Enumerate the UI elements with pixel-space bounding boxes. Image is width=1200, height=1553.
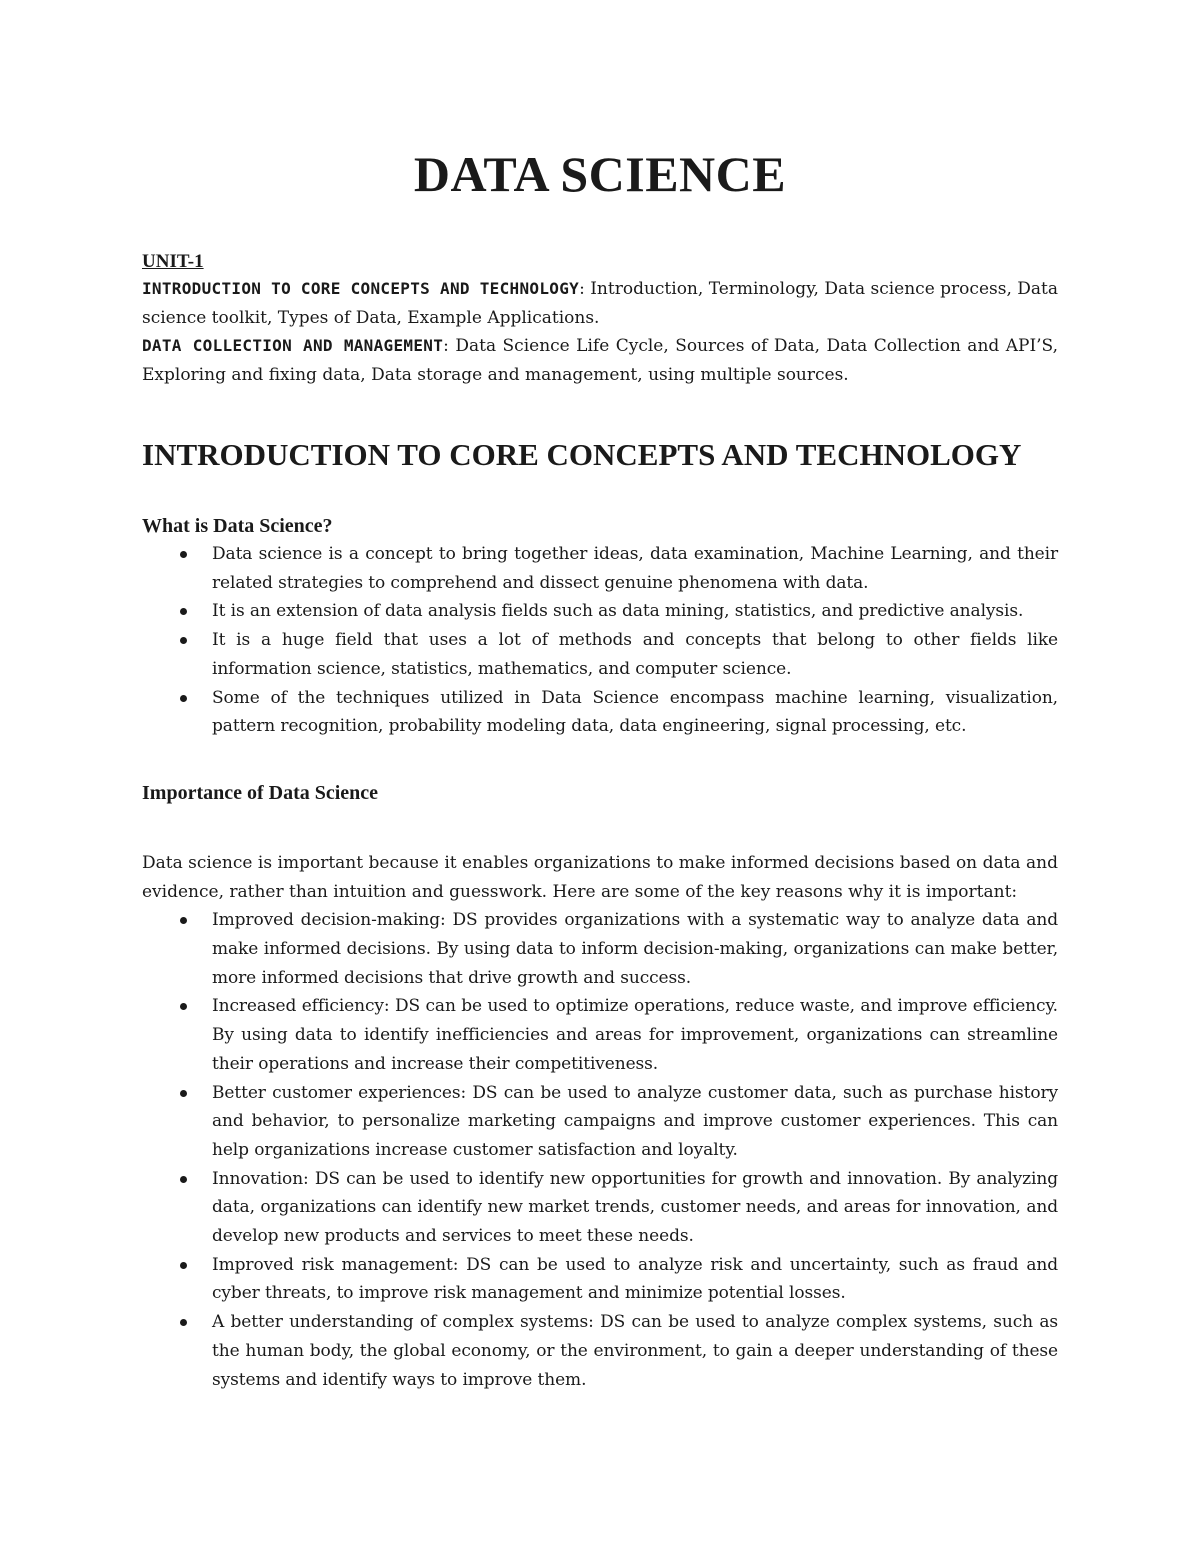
- bullet-icon: [180, 637, 187, 644]
- bullet-icon: [180, 1319, 187, 1326]
- syllabus-item-lead: DATA COLLECTION AND MANAGEMENT: [142, 336, 444, 355]
- list-item: [212, 1165, 1058, 1251]
- list-item-text: Innovation: DS can be used to identify new opportunities for growth and innovation. By analyzing data, organizations can identify new market trends, customer needs, and areas for innovation, and develop new products and services to meet these needs.: [212, 1168, 1058, 1247]
- syllabus: [142, 275, 1058, 389]
- importance-list: [142, 906, 1058, 1394]
- list-item-text: Better customer experiences: DS can be used to analyze customer data, such as purchase history and behavior, to personalize marketing campaigns and improve customer experiences. This can help organizations increase customer satisfaction and loyalty.: [212, 1082, 1058, 1160]
- list-item: [212, 906, 1058, 992]
- list-item: [212, 1308, 1058, 1394]
- what-is-list: [142, 540, 1058, 741]
- list-item-text: Some of the techniques utilized in Data Science encompass machine learning, visualization, pattern recognition, probability modeling data, data engineering, signal processing, etc.: [212, 687, 1058, 737]
- list-item: [212, 626, 1058, 683]
- list-item-text: It is an extension of data analysis fields such as data mining, statistics, and predictive analysis.: [212, 601, 1024, 622]
- bullet-icon: [180, 551, 187, 558]
- list-item: [212, 597, 1058, 626]
- bullet-icon: [180, 695, 187, 702]
- bullet-icon: [180, 1003, 187, 1010]
- list-item: [212, 684, 1058, 741]
- syllabus-item: [142, 275, 1058, 332]
- list-item: [212, 540, 1058, 597]
- list-item: [212, 992, 1058, 1078]
- bullet-icon: [180, 1176, 187, 1183]
- bullet-icon: [180, 1262, 187, 1269]
- bullet-icon: [180, 608, 187, 615]
- importance-intro: Data science is important because it enables organizations to make informed decisions based on data and evidence, rather than intuition and guesswork. Here are some of the key reasons why it is important:: [142, 852, 1058, 902]
- importance-heading: Importance of Data Science: [142, 781, 379, 804]
- bullet-icon: [180, 917, 187, 924]
- bullet-icon: [180, 1090, 187, 1097]
- document-title: DATA SCIENCE: [413, 146, 787, 202]
- list-item-text: A better understanding of complex systems: DS can be used to analyze complex systems, such as the human body, the global economy, or the environment, to gain a deeper understanding of these systems and identify ways to improve them.: [212, 1312, 1058, 1390]
- syllabus-item-text: : Introduction, Terminology, Data science process, Data science toolkit, Types of Data, Example Applications.: [142, 279, 1058, 328]
- syllabus-item: [142, 332, 1058, 389]
- unit-label: UNIT-1: [142, 251, 204, 272]
- list-item: [212, 1251, 1058, 1308]
- syllabus-item-text: : Data Science Life Cycle, Sources of Data, Data Collection and API’S, Exploring and fixing data, Data storage and management, using multiple sources.: [142, 336, 1059, 385]
- list-item-text: Data science is a concept to bring together ideas, data examination, Machine Learning, and their related strategies to comprehend and dissect genuine phenomena with data.: [212, 544, 1058, 593]
- section-title: INTRODUCTION TO CORE CONCEPTS AND TECHNOLOGY: [142, 437, 1022, 472]
- list-item-text: Improved decision-making: DS provides organizations with a systematic way to analyze data and make informed decisions. By using data to inform decision-making, organizations can make better, more informed decisions that drive growth and success.: [212, 910, 1058, 988]
- list-item-text: Increased efficiency: DS can be used to optimize operations, reduce waste, and improve efficiency. By using data to identify inefficiencies and areas for improvement, organizations can streamline their operations and increase their competitiveness.: [212, 996, 1058, 1074]
- what-is-heading: What is Data Science?: [142, 515, 333, 537]
- syllabus-item-lead: INTRODUCTION TO CORE CONCEPTS AND TECHNOLOGY: [142, 279, 580, 298]
- list-item-text: It is a huge field that uses a lot of methods and concepts that belong to other fields like information science, statistics, mathematics, and computer science.: [212, 630, 1058, 679]
- list-item-text: Improved risk management: DS can be used to analyze risk and uncertainty, such as fraud and cyber threats, to improve risk management and minimize potential losses.: [212, 1254, 1058, 1304]
- list-item: [212, 1079, 1058, 1165]
